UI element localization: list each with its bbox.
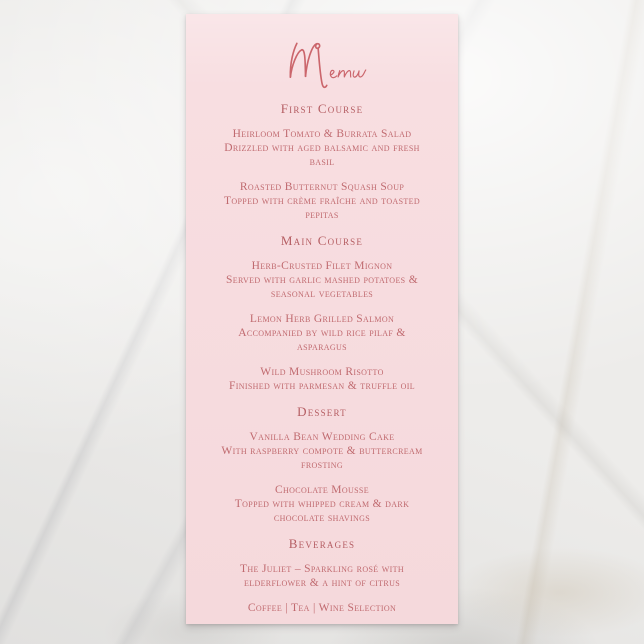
section-heading-beverages: Beverages [288, 536, 356, 551]
section-heading-first-course: First Course [280, 101, 364, 116]
item-description: Topped with crème fraîche and toasted pepitas [224, 195, 420, 221]
section-heading-dessert: Dessert [297, 404, 347, 419]
item-description: Topped with whipped cream & dark chocolate shavings [234, 498, 410, 524]
menu-item [213, 259, 431, 301]
menu-section-beverages [212, 536, 432, 615]
beverage-footer-line: Coffee | Tea | Wine Selection [247, 602, 397, 614]
menu-item [213, 365, 431, 393]
item-name: Vanilla Bean Wedding Cake [249, 431, 395, 443]
item-name: The Juliet – Sparkling rosé with elderflower & a hint of citrus [239, 563, 405, 589]
menu-section-dessert [212, 404, 432, 525]
menu-item [213, 483, 431, 525]
menu-title [212, 40, 432, 90]
section-heading-main-course: Main Course [280, 233, 364, 248]
item-description: Drizzled with aged balsamic and fresh basil [224, 142, 420, 168]
menu-section-main-course [212, 233, 432, 393]
item-name: Wild Mushroom Risotto [260, 366, 384, 378]
menu-script-lettering [263, 39, 381, 91]
item-description: Served with garlic mashed potatoes & seasonal vegetables [226, 274, 418, 300]
menu-card [186, 14, 458, 624]
item-name: Lemon Herb Grilled Salmon [249, 313, 395, 325]
item-name: Roasted Butternut Squash Soup [239, 181, 405, 193]
menu-section-first-course [212, 101, 432, 222]
item-description: Finished with parmesan & truffle oil [228, 380, 416, 392]
item-name: Heirloom Tomato & Burrata Salad [232, 128, 412, 140]
item-name: Herb-Crusted Filet Mignon [251, 260, 393, 272]
item-description: With raspberry compote & buttercream frosting [221, 445, 423, 471]
menu-item [213, 562, 431, 590]
menu-item [213, 180, 431, 222]
menu-item [213, 312, 431, 354]
menu-item [213, 430, 431, 472]
menu-item [213, 127, 431, 169]
item-description: Accompanied by wild rice pilaf & asparagus [238, 327, 406, 353]
item-name: Chocolate Mousse [275, 484, 369, 496]
